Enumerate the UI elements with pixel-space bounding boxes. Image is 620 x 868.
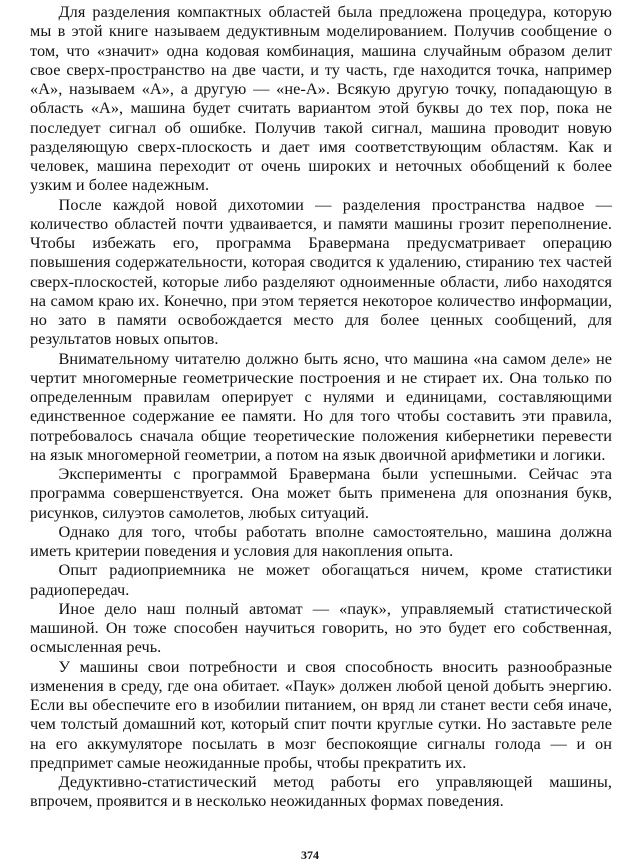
paragraph-machine-needs: У машины свои потребности и своя способность вносить разнообразные изменения в среду, где она обитает. «Паук» должен любой ценой добыть энергию. Если вы обеспечите его в изобилии питанием, он вряд ли станет вести себя иначе, чем толстый домашний кот, который спит почти круглые сутки. Но заставьте реле на его аккумуляторе посылать в мозг беспокоящие сигналы голода — и он предпримет самые неожиданные пробы, чтобы прекратить их. bbox=[30, 656, 612, 772]
paragraph-dichotomy-memory: После каждой новой дихотомии — разделения пространства надвое — количество областей почти удваивается, и памяти машины грозит переполнение. Чтобы избежать его, программа Бравермана предусматривает операцию повышения содержательности, которая сводится к удалению, стиранию тех частей сверх-плоскостей, которые либо разделяют одноименные области, либо находятся на самом краю их. Конечно, при этом теряется некоторое количество информации, но зато в памяти освобождается место для более ценных сообщений, для результатов новых опытов. bbox=[30, 194, 612, 349]
paragraph-spider-automaton: Иное дело наш полный автомат — «паук», управляемый статистической машиной. Он тоже способен научиться говорить, но это будет его собственная, осмысленная речь. bbox=[30, 598, 612, 657]
paragraph-deductive-statistical-method: Дедуктивно-статистический метод работы его управляющей машины, впрочем, проявится и в несколько неожиданных формах поведения. bbox=[30, 772, 612, 811]
paragraph-radio-receiver: Опыт радиоприемника не может обогащаться ничем, кроме статистики радиопередач. bbox=[30, 560, 612, 599]
text-column bbox=[30, 2, 612, 811]
paragraph-independent-work: Однако для того, чтобы работать вполне самостоятельно, машина должна иметь критерии поведения и условия для накопления опыта. bbox=[30, 521, 612, 560]
page-number: 374 bbox=[301, 848, 319, 862]
paragraph-deductive-modeling: Для разделения компактных областей была предложена процедура, которую мы в этой книге называем дедуктивным моделированием. Получив сообщение о том, что «значит» одна кодовая комбинация, машина случайным образом делит свое сверх-пространство на две части, и ту часть, где находится точка, например «А», называем «А», а другую — «не-А». Всякую другую точку, попадающую в область «А», машина будет считать вариантом этой буквы до тех пор, пока не последует сигнал об ошибке. Получив такой сигнал, машина проводит новую разделяющую сверх-плоскость и дает имя соответствующим областям. Как и человек, машина переходит от очень широких и неточных обобщений к более узким и более надежным. bbox=[30, 2, 612, 195]
paragraph-experiments: Эксперименты с программой Бравермана были успешными. Сейчас эта программа совершенствуется. Она может быть применена для опознания букв, рисунков, силуэтов самолетов, любых ситуаций. bbox=[30, 464, 612, 522]
paragraph-attentive-reader: Внимательному читателю должно быть ясно, что машина «на самом деле» не чертит многомерные геометрические построения и не стирает их. Она только по определенным правилам оперирует с нулями и единицами, составляющими единственное содержание ее памяти. Но для того чтобы составить эти правила, потребовалось сначала общие теоретические положения кибернетики перевести на язык многомерной геометрии, а потом на язык двоичной арифметики и логики. bbox=[30, 348, 612, 464]
